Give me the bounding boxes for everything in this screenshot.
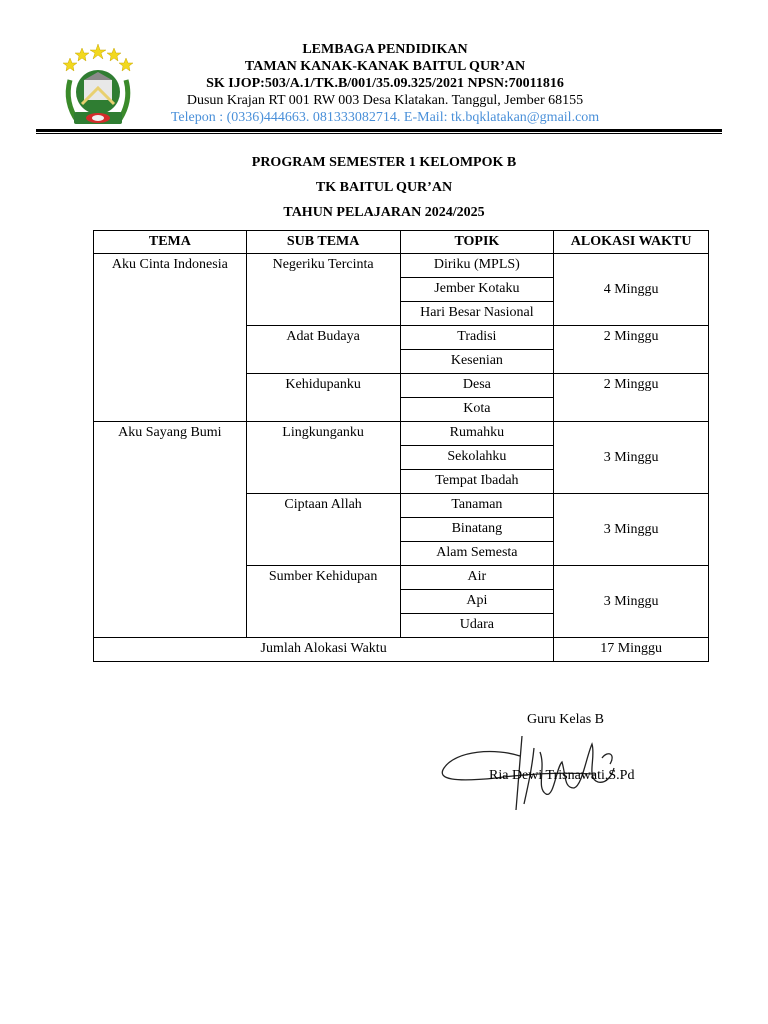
- address: Dusun Krajan RT 001 RW 003 Desa Klatakan. Tanggul, Jember 68155: [186, 93, 584, 108]
- contact-info: Telepon : (0336)444663. 081333082714. E-Mail: tk.bqklatakan@gmail.com: [170, 110, 600, 125]
- sub-tema-cell: Lingkunganku: [246, 422, 400, 494]
- sub-tema-cell: Adat Budaya: [246, 326, 400, 374]
- topik-cell: Hari Besar Nasional: [400, 302, 554, 326]
- tema-cell: Aku Sayang Bumi: [94, 422, 247, 638]
- topik-cell: Udara: [400, 614, 554, 638]
- column-header-sub-tema: SUB TEMA: [246, 231, 400, 254]
- header-divider-thin: [36, 133, 722, 134]
- topik-cell: Tempat Ibadah: [400, 470, 554, 494]
- sub-tema-cell: Ciptaan Allah: [246, 494, 400, 566]
- school-emblem-icon: [60, 42, 136, 132]
- topik-cell: Kota: [400, 398, 554, 422]
- alokasi-cell: 2 Minggu: [554, 374, 709, 422]
- registration-number: SK IJOP:503/A.1/TK.B/001/35.09.325/2021 NPSN:70011816: [206, 76, 564, 91]
- alokasi-cell: 3 Minggu: [554, 494, 709, 566]
- topik-cell: Api: [400, 590, 554, 614]
- topik-cell: Diriku (MPLS): [400, 254, 554, 278]
- total-value: 17 Minggu: [554, 638, 709, 662]
- total-row: [94, 638, 709, 662]
- topik-cell: Tanaman: [400, 494, 554, 518]
- header-divider: [36, 129, 722, 132]
- alokasi-cell: 4 Minggu: [554, 254, 709, 326]
- topik-cell: Alam Semesta: [400, 542, 554, 566]
- school-name: TAMAN KANAK-KANAK BAITUL QUR’AN: [244, 59, 526, 74]
- topik-cell: Sekolahku: [400, 446, 554, 470]
- column-header-tema: TEMA: [94, 231, 247, 254]
- column-header-alokasi-waktu: ALOKASI WAKTU: [554, 231, 709, 254]
- signatory-name: Ria Dewi Trisnawati,S.Pd: [489, 768, 635, 783]
- sub-tema-cell: Negeriku Tercinta: [246, 254, 400, 326]
- semester-program-table: [93, 230, 709, 662]
- topik-cell: Desa: [400, 374, 554, 398]
- table-row: [94, 422, 709, 446]
- sub-tema-cell: Sumber Kehidupan: [246, 566, 400, 638]
- alokasi-cell: 3 Minggu: [554, 422, 709, 494]
- topik-cell: Tradisi: [400, 326, 554, 350]
- tema-cell: Aku Cinta Indonesia: [94, 254, 247, 422]
- academic-year: TAHUN PELAJARAN 2024/2025: [283, 205, 485, 220]
- topik-cell: Jember Kotaku: [400, 278, 554, 302]
- signature-role: Guru Kelas B: [527, 712, 604, 727]
- document-title: PROGRAM SEMESTER 1 KELOMPOK B: [251, 155, 517, 170]
- topik-cell: Binatang: [400, 518, 554, 542]
- topik-cell: Air: [400, 566, 554, 590]
- document-subtitle: TK BAITUL QUR’AN: [315, 180, 453, 195]
- institution-name: LEMBAGA PENDIDIKAN: [302, 42, 468, 57]
- sub-tema-cell: Kehidupanku: [246, 374, 400, 422]
- table-row: [94, 254, 709, 278]
- total-label: Jumlah Alokasi Waktu: [94, 638, 554, 662]
- letterhead: [140, 42, 630, 132]
- column-header-topik: TOPIK: [400, 231, 554, 254]
- alokasi-cell: 2 Minggu: [554, 326, 709, 374]
- topik-cell: Kesenian: [400, 350, 554, 374]
- alokasi-cell: 3 Minggu: [554, 566, 709, 638]
- topik-cell: Rumahku: [400, 422, 554, 446]
